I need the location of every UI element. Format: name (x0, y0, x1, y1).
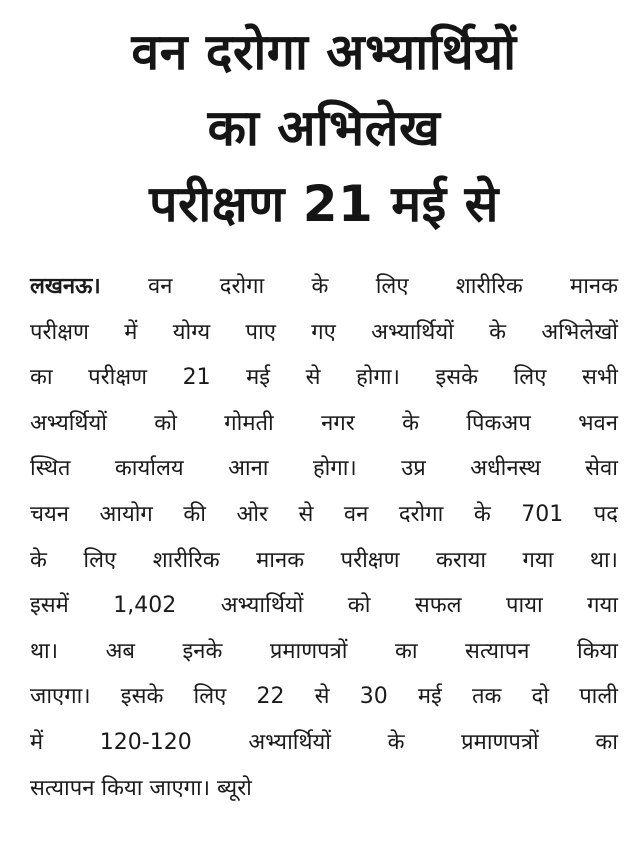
article-line: सत्यापन किया जाएगा। ब्यूरो (30, 775, 252, 801)
article-line: का परीक्षण 21 मई से होगा। इसके लिए सभी (30, 365, 618, 391)
article-line: इसमें 1,402 अभ्यार्थियों को सफल पाया गया (30, 593, 618, 619)
headline (30, 14, 618, 242)
article-line: में 120-120 अभ्यार्थियों के प्रमाणपत्रों का (30, 729, 618, 755)
article-line: परीक्षण में योग्य पाए गए अभ्यार्थियों के अभिलेखों (30, 319, 618, 345)
article-line: था। अब इनके प्रमाणपत्रों का सत्यापन किया (30, 638, 618, 664)
article-line: स्थित कार्यालय आना होगा। उप्र अधीनस्थ सेवा (30, 456, 618, 482)
dateline: लखनऊ। (30, 274, 101, 299)
article-line: चयन आयोग की ओर से वन दरोगा के 701 पद (30, 501, 618, 527)
article-body (30, 264, 618, 811)
headline-line-3: परीक्षण 21 मई से (149, 175, 499, 233)
article-line: अभ्यर्थियों को गोमती नगर के पिकअप भवन (30, 410, 618, 436)
headline-line-2: का अभिलेख (207, 99, 441, 157)
article-line: के लिए शारीरिक मानक परीक्षण कराया गया था। (30, 547, 618, 573)
headline-line-1: वन दरोगा अभ्यार्थियों (131, 23, 517, 81)
article-line (30, 264, 618, 310)
article-line: जाएगा। इसके लिए 22 से 30 मई तक दो पाली (30, 684, 618, 710)
article-line-text: वन दरोगा के लिए शारीरिक मानक (148, 274, 618, 299)
